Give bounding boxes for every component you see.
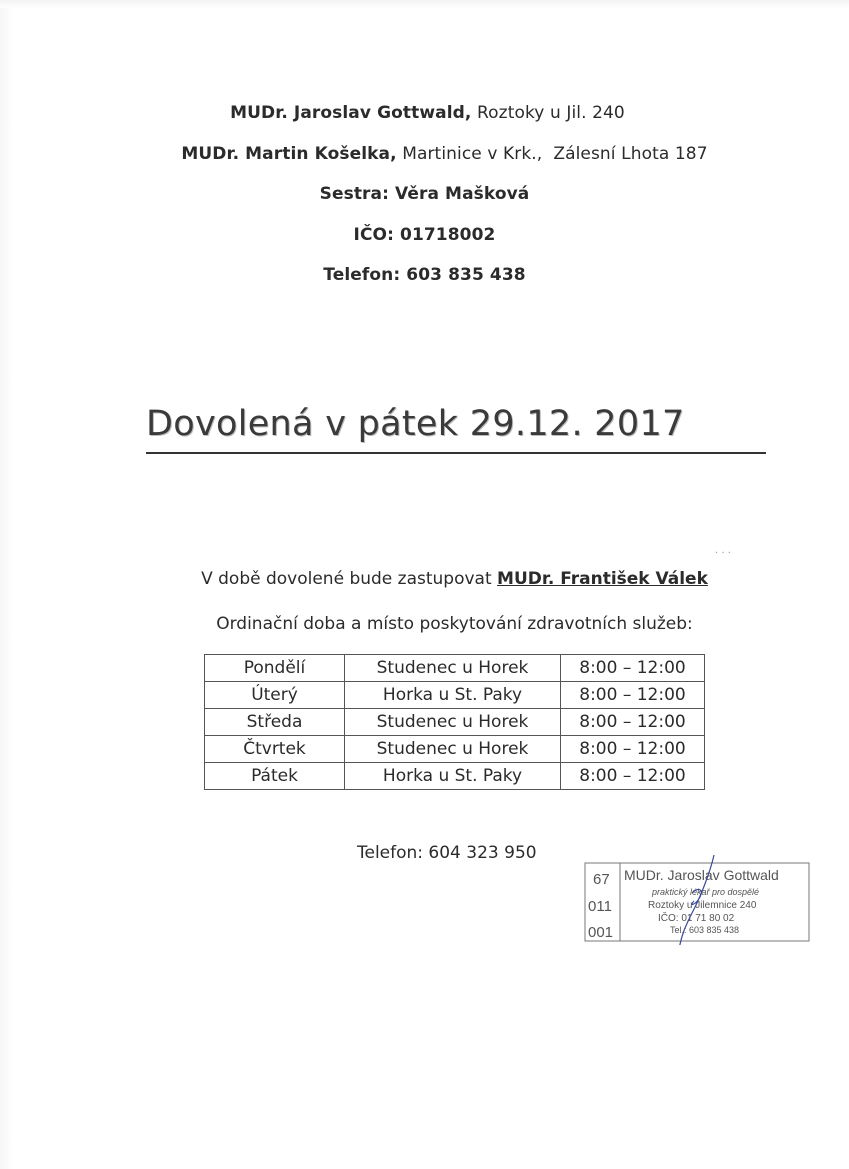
page-title: Dovolená v pátek 29.12. 2017 (146, 404, 685, 444)
table-row (205, 709, 705, 736)
phone-line: Telefon: 603 835 438 (323, 265, 526, 285)
substitute-line (0, 569, 849, 589)
nurse-line: Sestra: Věra Mašková (319, 184, 530, 204)
substitute-phone: Telefon: 604 323 950 (357, 843, 537, 863)
stamp-code3: 001 (588, 924, 614, 941)
doctor2-line (0, 144, 849, 164)
schedule-hours: 8:00 – 12:00 (561, 655, 705, 682)
table-row (205, 655, 705, 682)
stamp-role: praktický lékař pro dospělé (652, 887, 760, 897)
schedule-place: Horka u St. Paky (345, 682, 561, 709)
stamp-code2: 011 (588, 898, 612, 915)
stamp-name: MUDr. Jaroslav Gottwald (624, 867, 779, 883)
doctor2-address: Martinice v Krk., Zálesní Lhota 187 (402, 144, 708, 164)
table-row (205, 736, 705, 763)
stamp-ico: IČO: 01 71 80 02 (658, 913, 735, 924)
schedule-place: Horka u St. Paky (345, 763, 561, 790)
title-underline (146, 452, 766, 454)
schedule-day: Středa (205, 709, 345, 736)
doctor2-name: MUDr. Martin Košelka, (181, 144, 397, 164)
doctor1-line (0, 103, 849, 123)
substitute-name: MUDr. František Válek (497, 569, 708, 589)
schedule-day: Úterý (205, 682, 345, 709)
schedule-place: Studenec u Horek (345, 709, 561, 736)
table-row (205, 763, 705, 790)
schedule-place: Studenec u Horek (345, 736, 561, 763)
substitute-prefix: V době dovolené bude zastupovat (201, 569, 498, 589)
schedule-hours: 8:00 – 12:00 (561, 682, 705, 709)
doctor1-address: Roztoky u Jil. 240 (477, 103, 625, 123)
table-row (205, 682, 705, 709)
stamp-tel: Tel.: 603 835 438 (670, 925, 740, 935)
schedule-day: Pátek (205, 763, 345, 790)
schedule-day: Čtvrtek (205, 736, 345, 763)
ico-line: IČO: 01718002 (353, 225, 496, 245)
schedule-day: Pondělí (205, 655, 345, 682)
schedule-place: Studenec u Horek (345, 655, 561, 682)
schedule-hours: 8:00 – 12:00 (561, 763, 705, 790)
hours-caption: Ordinační doba a místo poskytování zdravotních služeb: (216, 614, 693, 634)
stamp-address: Roztoky u Jilemnice 240 (648, 900, 757, 911)
schedule-hours: 8:00 – 12:00 (561, 736, 705, 763)
schedule-hours: 8:00 – 12:00 (561, 709, 705, 736)
scan-dots: · · · (715, 548, 731, 559)
doctor-stamp (582, 853, 812, 945)
doctor1-name: MUDr. Jaroslav Gottwald, (230, 103, 472, 123)
stamp-code1: 67 (593, 871, 610, 888)
scan-edge-top (0, 0, 849, 8)
schedule-table (204, 654, 705, 790)
